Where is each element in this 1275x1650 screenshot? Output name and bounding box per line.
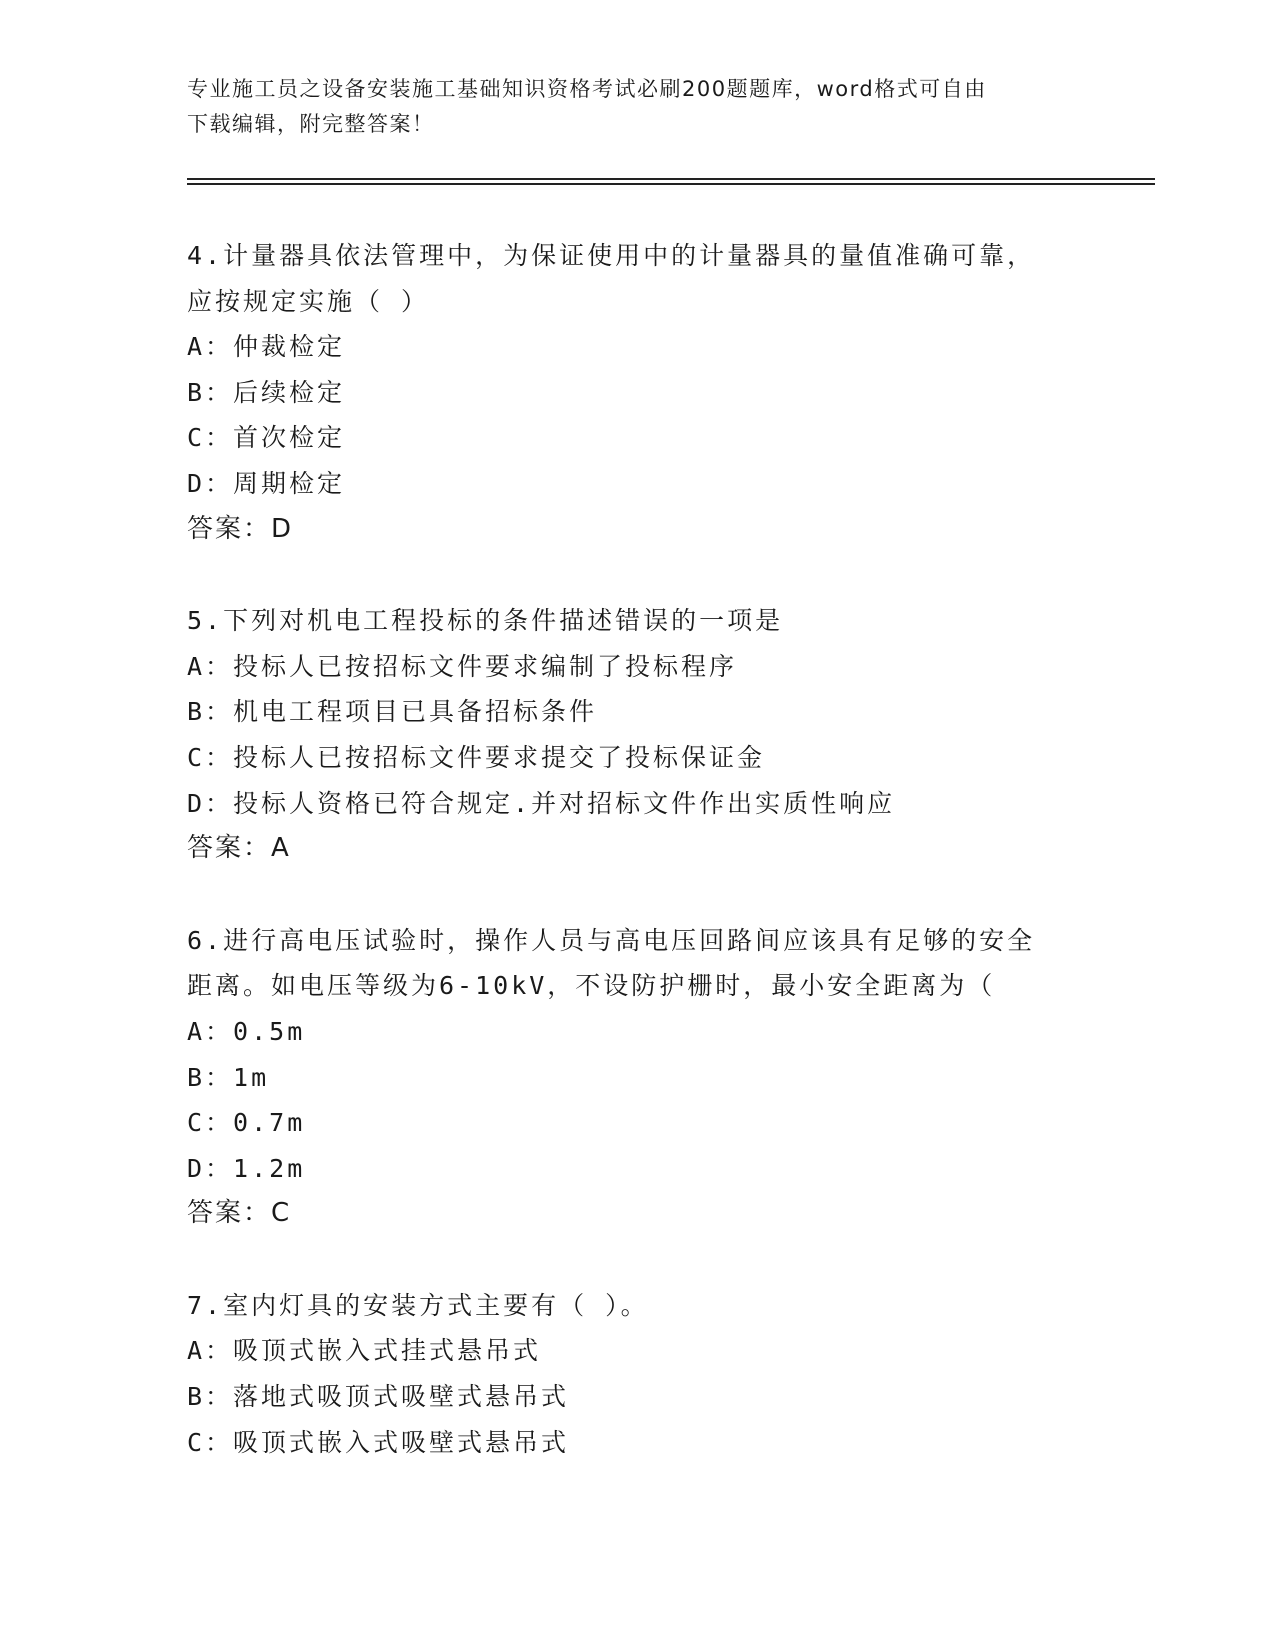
question-text: 6.进行高电压试验时，操作人员与高电压回路间应该具有足够的安全 (187, 925, 1036, 955)
question-7 (187, 1283, 1147, 1465)
question-text: 5.下列对机电工程投标的条件描述错误的一项是 (187, 606, 784, 636)
option-a: A：投标人已按招标文件要求编制了投标程序 (187, 651, 738, 681)
option-d: D：周期检定 (187, 468, 346, 498)
option-a: A：仲裁检定 (187, 332, 346, 362)
question-text: 距离。如电压等级为6-10kV，不设防护栅时，最小安全距离为（ (187, 971, 996, 1001)
option-b: B：机电工程项目已具备招标条件 (187, 697, 598, 727)
header-rule-top (187, 178, 1155, 180)
header-rule-bottom (187, 183, 1155, 185)
option-c: C：首次检定 (187, 423, 346, 453)
option-d: D：投标人资格已符合规定.并对招标文件作出实质性响应 (187, 788, 896, 818)
question-4 (187, 233, 1147, 552)
header-line-1: 专业施工员之设备安装施工基础知识资格考试必刷200题题库，word格式可自由 (187, 77, 987, 101)
document-header (187, 72, 1087, 142)
option-c: C：投标人已按招标文件要求提交了投标保证金 (187, 742, 766, 772)
option-b: B：1m (187, 1062, 270, 1092)
option-a: A：吸顶式嵌入式挂式悬吊式 (187, 1336, 542, 1366)
option-b: B：后续检定 (187, 377, 346, 407)
header-line-2: 下载编辑，附完整答案！ (187, 112, 435, 136)
question-text: 应按规定实施（ ） (187, 286, 430, 316)
question-text: 4.计量器具依法管理中，为保证使用中的计量器具的量值准确可靠， (187, 241, 1036, 270)
question-5 (187, 598, 1147, 872)
answer: 答案：D (187, 513, 294, 544)
question-6 (187, 918, 1147, 1237)
option-c: C：0.7m (187, 1108, 306, 1138)
option-b: B：落地式吸顶式吸壁式悬吊式 (187, 1382, 570, 1412)
option-a: A：0.5m (187, 1016, 306, 1046)
option-c: C：吸顶式嵌入式吸壁式悬吊式 (187, 1427, 570, 1457)
question-list (187, 233, 1147, 1511)
question-text: 7.室内灯具的安装方式主要有（ ）。 (187, 1290, 649, 1320)
option-d: D：1.2m (187, 1153, 306, 1183)
answer: 答案：A (187, 833, 291, 864)
answer: 答案：C (187, 1198, 292, 1229)
